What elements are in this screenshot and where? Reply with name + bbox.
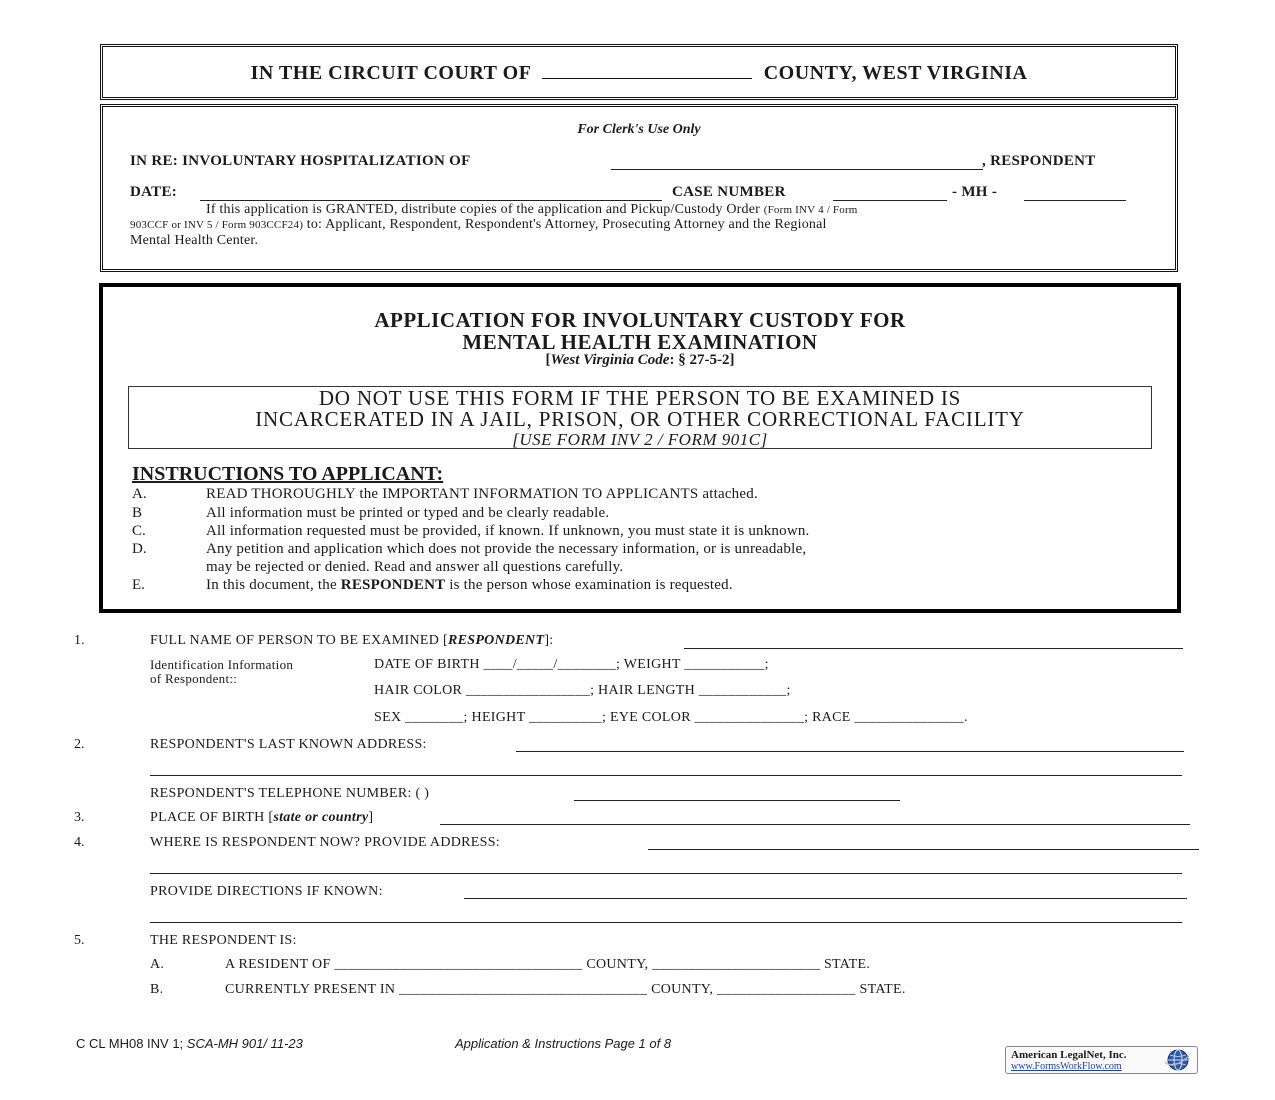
instruction-letter: B (132, 505, 143, 521)
distribution-1b: (Form INV 4 / Form (763, 204, 858, 216)
instruction-text: Any petition and application which does not provide the necessary information, or is unreadable, (206, 541, 807, 557)
distribution-2a: 903CCF or INV 5 / Form 903CCF24) (130, 219, 304, 231)
clerk-use-label: For Clerk's Use Only (577, 122, 701, 137)
hair-line[interactable]: HAIR COLOR _________________; HAIR LENGTH ____________; (374, 683, 791, 698)
court-title-suffix: COUNTY, WEST VIRGINIA (763, 62, 1028, 84)
instruction-text (206, 577, 733, 594)
full-name-pre: FULL NAME OF PERSON TO BE EXAMINED [ (150, 633, 448, 648)
mh-label: - MH - (952, 184, 998, 200)
globe-icon (1163, 1048, 1193, 1072)
full-name-post: ]: (544, 633, 554, 648)
instruction-letter: A. (132, 486, 147, 502)
logo-url-link[interactable]: www.FormsWorkFlow.com (1011, 1061, 1122, 1072)
full-name-field[interactable] (684, 648, 1183, 649)
form-id-b: SCA-MH 901/ 11-23 (186, 1036, 303, 1051)
date-field[interactable] (200, 200, 662, 201)
form-id (76, 1036, 303, 1051)
instructions-heading: INSTRUCTIONS TO APPLICANT: (132, 463, 444, 485)
logo-company-name: American LegalNet, Inc. (1011, 1049, 1127, 1061)
id-info-label-1: Identification Information (150, 657, 294, 672)
statute-rest: : § 27-5-2] (669, 352, 735, 368)
respondent-is-label: THE RESPONDENT IS: (150, 933, 297, 948)
date-label: DATE: (130, 184, 178, 200)
instruction-text-post: is the person whose examination is requested. (445, 577, 733, 593)
where-now-field-2[interactable] (150, 873, 1182, 874)
dob-weight-line[interactable]: DATE OF BIRTH ____/_____/________; WEIGHT ___________; (374, 657, 769, 672)
item-number-3: 3. (74, 810, 85, 825)
case-number-field[interactable] (833, 200, 947, 201)
directions-field-1[interactable] (464, 898, 1187, 899)
statute-prefix: [ (545, 352, 551, 368)
item-number-5: 5. (74, 933, 85, 948)
directions-field-2[interactable] (150, 922, 1182, 923)
distribution-text-1 (206, 202, 858, 218)
address-field-2[interactable] (150, 775, 1182, 776)
item-number-1: 1. (74, 633, 85, 648)
instruction-text: All information must be printed or typed and be clearly readable. (206, 505, 610, 521)
instruction-letter: C. (132, 523, 146, 539)
distribution-text-2 (130, 217, 827, 233)
last-address-label: RESPONDENT'S LAST KNOWN ADDRESS: (150, 737, 427, 752)
warning-line-3: [USE FORM INV 2 / FORM 901C] (512, 430, 768, 449)
sex-height-eye-race-line[interactable]: SEX ________; HEIGHT __________; EYE COLOR _______________; RACE _______________. (374, 710, 968, 725)
address-field-1[interactable] (516, 751, 1184, 752)
birth-pre: PLACE OF BIRTH [ (150, 810, 274, 825)
distribution-text-3: Mental Health Center. (130, 233, 259, 248)
telephone-field[interactable] (574, 800, 900, 801)
instruction-letter: E. (132, 577, 145, 593)
form-id-a: C CL MH08 INV 1; (76, 1036, 187, 1051)
place-of-birth-label (150, 810, 373, 826)
warning-line-2: INCARCERATED IN A JAIL, PRISON, OR OTHER CORRECTIONAL FACILITY (255, 407, 1025, 431)
id-info-label-2: of Respondent:: (150, 671, 238, 686)
case-number-label: CASE NUMBER (672, 184, 786, 200)
distribution-1a: If this application is GRANTED, distribute copies of the application and Pickup/Custody Order (206, 202, 761, 217)
option-b-letter: B. (150, 982, 164, 997)
application-title-2: MENTAL HEALTH EXAMINATION (462, 330, 818, 354)
instruction-letter: D. (132, 541, 147, 557)
court-title (100, 62, 1178, 85)
page-label: Application & Instructions Page 1 of 8 (455, 1036, 672, 1051)
directions-label: PROVIDE DIRECTIONS IF KNOWN: (150, 884, 383, 899)
county-blank (542, 62, 752, 79)
mh-number-field[interactable] (1024, 200, 1126, 201)
full-name-italic: RESPONDENT (447, 633, 545, 648)
instruction-text-pre: In this document, the (206, 577, 341, 593)
warning-line-1: DO NOT USE THIS FORM IF THE PERSON TO BE EXAMINED IS (318, 386, 962, 410)
instruction-text: All information requested must be provided, if known. If unknown, you must state it is unknown. (206, 523, 810, 539)
court-title-prefix: IN THE CIRCUIT COURT OF (250, 62, 531, 84)
birth-italic: state or country (273, 810, 369, 825)
instruction-text: may be rejected or denied. Read and answer all questions carefully. (206, 559, 624, 575)
item-number-2: 2. (74, 737, 85, 752)
respondent-name-field[interactable] (611, 169, 983, 170)
application-title-1: APPLICATION FOR INVOLUNTARY CUSTODY FOR (374, 308, 906, 332)
resident-of-line[interactable]: A RESIDENT OF __________________________________ COUNTY, _______________________ STATE. (225, 957, 871, 972)
full-name-label (150, 633, 553, 649)
telephone-label: RESPONDENT'S TELEPHONE NUMBER: ( ) (150, 786, 430, 801)
birth-post: ] (368, 810, 374, 825)
statute-code-italic: West Virginia Code (550, 352, 670, 368)
statute-reference (99, 352, 1181, 369)
instruction-text: READ THOROUGHLY the IMPORTANT INFORMATION TO APPLICANTS attached. (206, 486, 758, 502)
respondent-label: , RESPONDENT (982, 153, 1096, 169)
place-of-birth-field[interactable] (440, 824, 1190, 825)
in-re-label: IN RE: INVOLUNTARY HOSPITALIZATION OF (130, 153, 471, 169)
item-number-4: 4. (74, 835, 85, 850)
distribution-2b: to: Applicant, Respondent, Respondent's Attorney, Prosecuting Attorney and the Regional (306, 217, 827, 232)
currently-present-line[interactable]: CURRENTLY PRESENT IN __________________________________ COUNTY, ___________________ STATE. (225, 982, 906, 997)
instruction-text-bold: RESPONDENT (340, 577, 446, 593)
where-now-field-1[interactable] (648, 849, 1199, 850)
where-now-label: WHERE IS RESPONDENT NOW? PROVIDE ADDRESS: (150, 835, 500, 850)
option-a-letter: A. (150, 957, 165, 972)
